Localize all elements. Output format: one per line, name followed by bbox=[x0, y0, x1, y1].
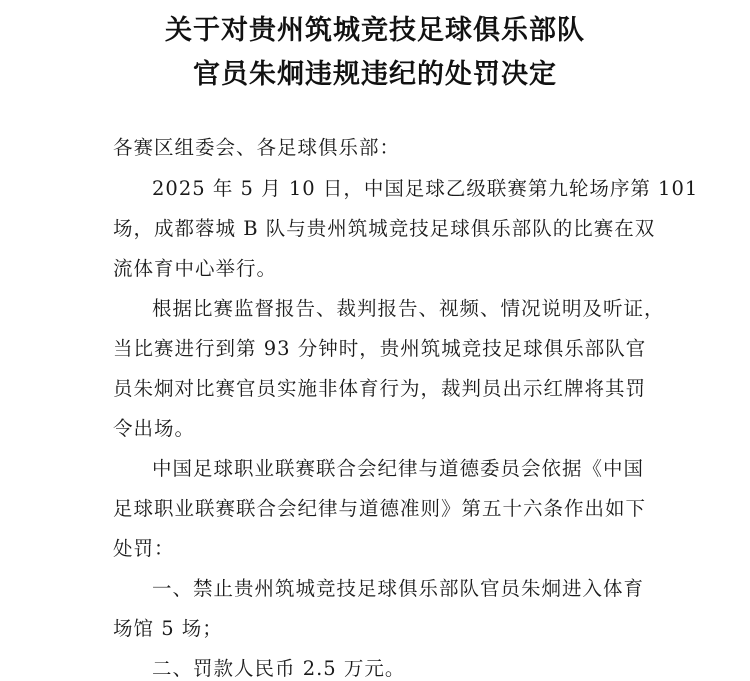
salutation: 各赛区组委会、各足球俱乐部： bbox=[113, 136, 401, 159]
penalty-item-2-line-1: 二、罚款人民币 2.5 万元。 bbox=[152, 657, 406, 680]
para1-line-1: 2025 年 5 月 10 日，中国足球乙级联赛第九轮场序第 101 bbox=[152, 177, 699, 200]
para2-line-2: 当比赛进行到第 93 分钟时，贵州筑城竞技足球俱乐部队官 bbox=[113, 337, 647, 360]
penalty-item-1-line-1: 一、禁止贵州筑城竞技足球俱乐部队官员朱炯进入体育 bbox=[152, 577, 645, 600]
para3-line-3: 处罚： bbox=[113, 537, 175, 560]
para1-line-2: 场，成都蓉城 B 队与贵州筑城竞技足球俱乐部队的比赛在双 bbox=[113, 217, 656, 240]
para3-line-2: 足球职业联赛联合会纪律与道德准则》第五十六条作出如下 bbox=[113, 497, 647, 520]
para2-line-4: 令出场。 bbox=[113, 417, 196, 440]
penalty-item-1-line-2: 场馆 5 场； bbox=[113, 617, 223, 640]
para2-line-3: 员朱炯对比赛官员实施非体育行为，裁判员出示红牌将其罚 bbox=[113, 377, 647, 400]
document-title-line-1: 关于对贵州筑城竞技足球俱乐部队 bbox=[165, 15, 585, 46]
document-title-line-2: 官员朱炯违规违纪的处罚决定 bbox=[193, 59, 557, 90]
para1-line-3: 流体育中心举行。 bbox=[113, 257, 278, 280]
para3-line-1: 中国足球职业联赛联合会纪律与道德委员会依据《中国 bbox=[152, 457, 645, 480]
para2-line-1: 根据比赛监督报告、裁判报告、视频、情况说明及听证， bbox=[152, 297, 665, 320]
